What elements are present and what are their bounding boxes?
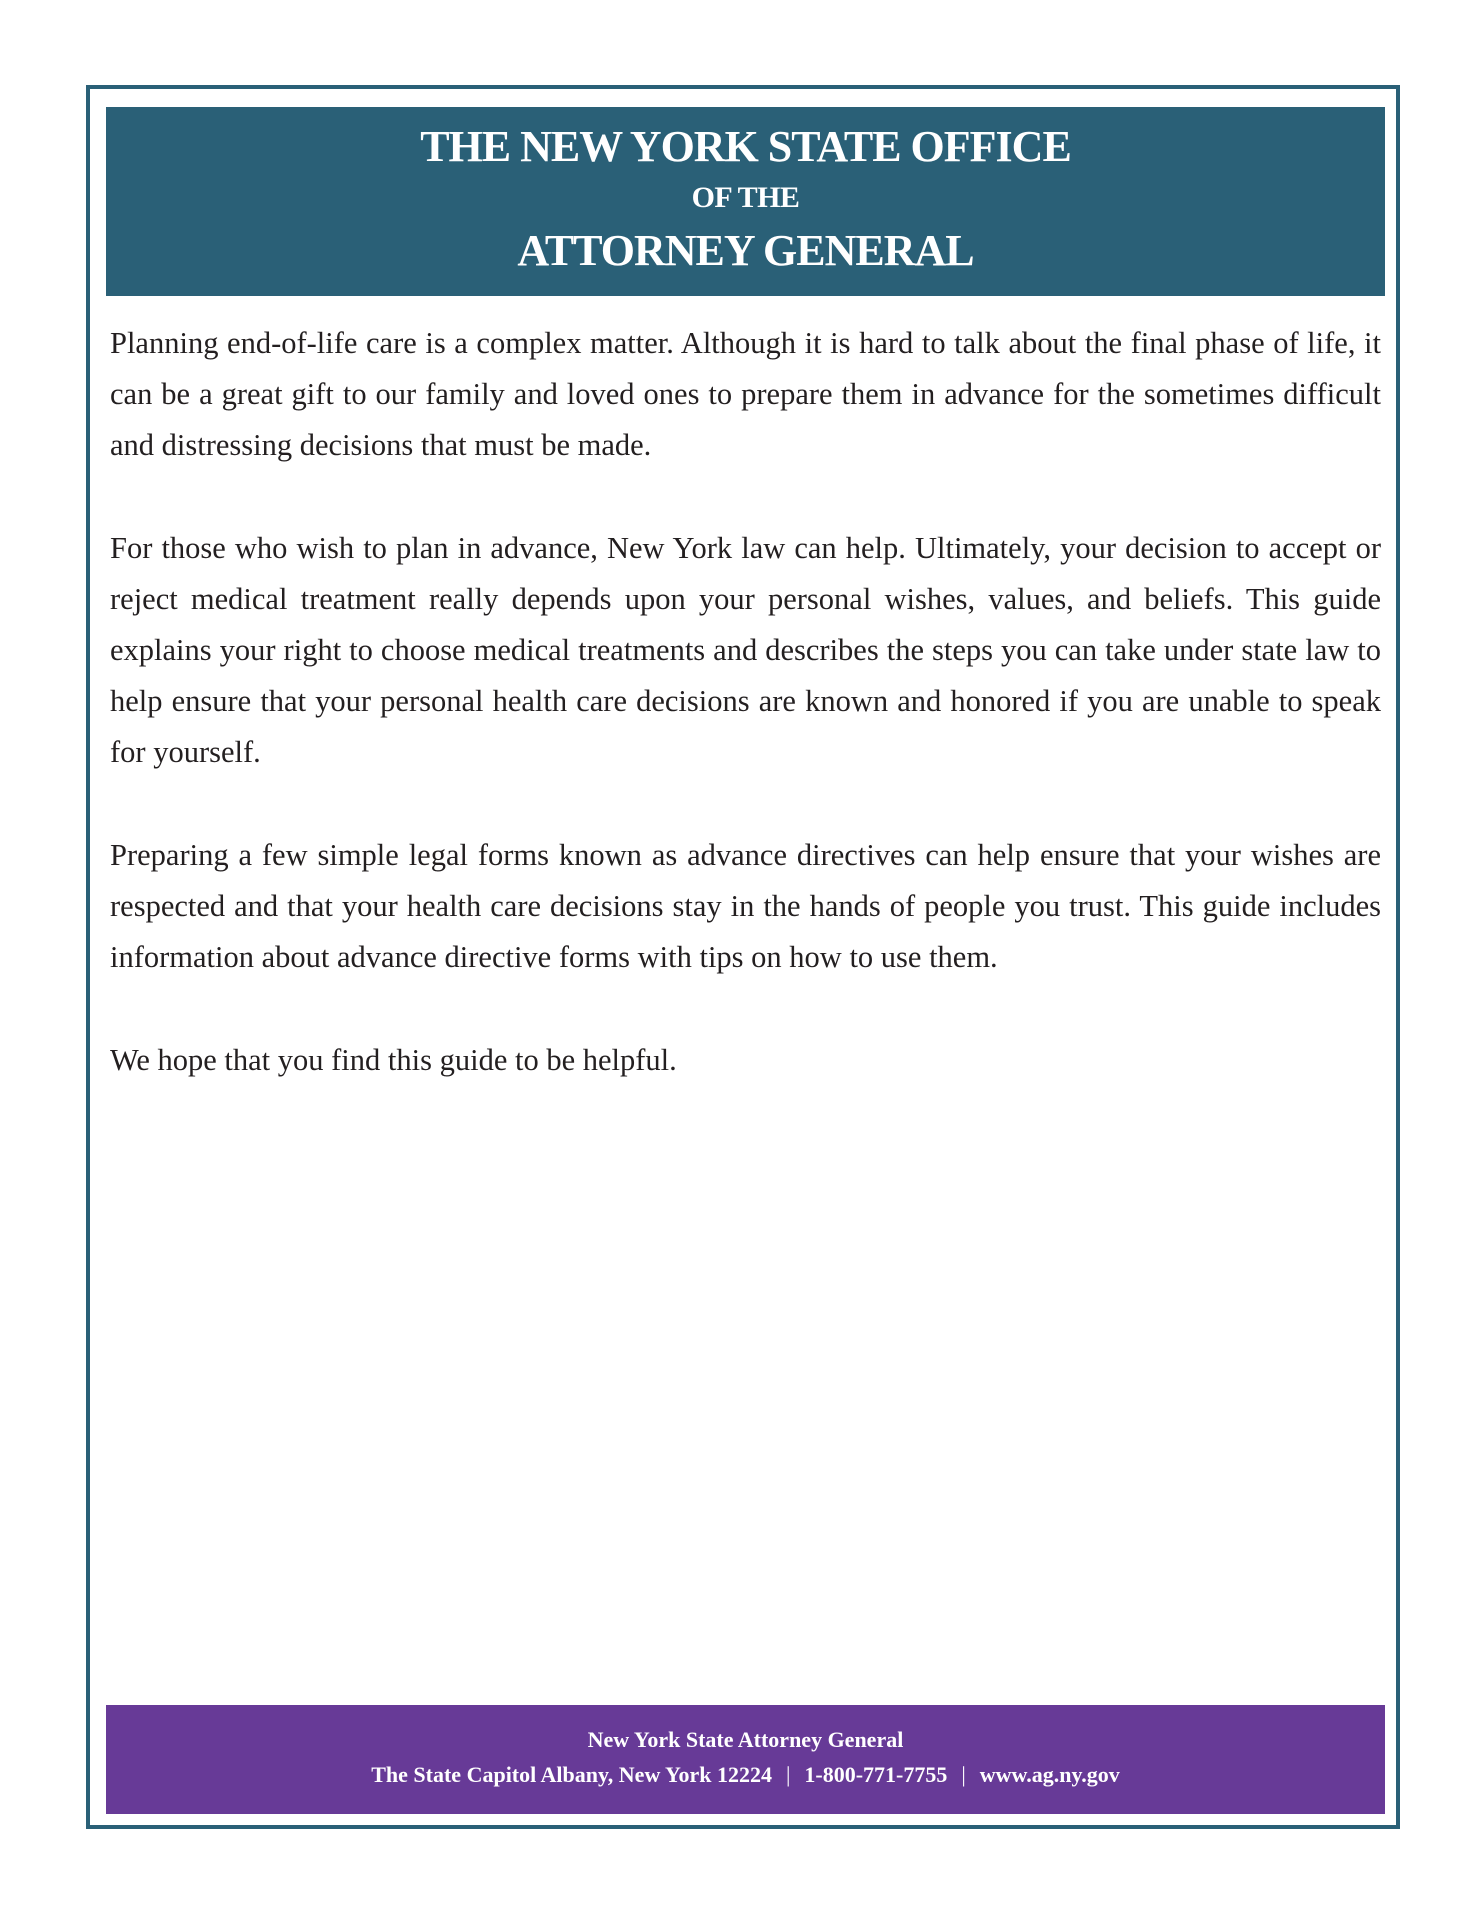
header-banner xyxy=(106,107,1385,296)
header-title-line3: ATTORNEY GENERAL xyxy=(517,226,974,275)
footer-banner xyxy=(106,1705,1385,1814)
paragraph-2: For those who wish to plan in advance, New York law can help. Ultimately, your decision to accept or reject medical treatment really depends upon your personal wishes, values, and beliefs. This guide explains your right to choose medical treatments and describes the steps you can take under state law to help ensure that your personal health care decisions are known and honored if you are unable to speak for yourself. xyxy=(110,531,1381,769)
footer-org-name: New York State Attorney General xyxy=(587,1727,904,1752)
header-title-line2: OF THE xyxy=(691,181,800,214)
footer-phone: 1-800-771-7755 xyxy=(804,1762,948,1787)
footer-website-link[interactable]: www.ag.ny.gov xyxy=(979,1762,1120,1787)
paragraph-1: Planning end-of-life care is a complex matter. Although it is hard to talk about the final phase of life, it can be a great gift to our family and loved ones to prepare them in advance for the sometimes difficult and distressing decisions that must be made. xyxy=(110,326,1381,462)
paragraph-4: We hope that you find this guide to be helpful. xyxy=(110,1043,677,1077)
header-title-line1: THE NEW YORK STATE OFFICE xyxy=(420,122,1071,171)
paragraph-3: Preparing a few simple legal forms known as advance directives can help ensure that your wishes are respected and that your health care decisions stay in the hands of people you trust. This guide includes information about advance directive forms with tips on how to use them. xyxy=(110,838,1381,974)
footer-contact xyxy=(106,1762,1385,1788)
footer-separator: | xyxy=(961,1762,966,1787)
footer-separator: | xyxy=(785,1762,791,1787)
body-text xyxy=(110,318,1381,1138)
footer-address: The State Capitol Albany, New York 12224 xyxy=(371,1762,772,1787)
